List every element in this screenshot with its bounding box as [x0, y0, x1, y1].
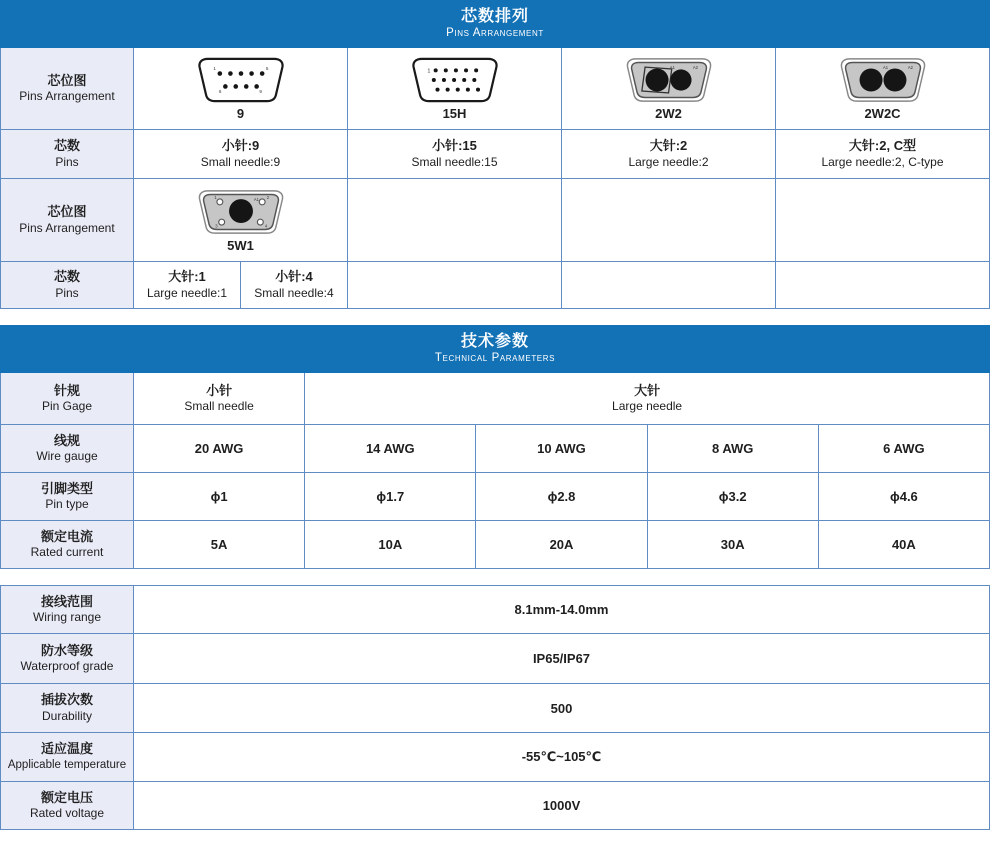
rated-current-value [819, 521, 989, 568]
empty-cell [562, 262, 775, 308]
pin-type-value [305, 473, 475, 520]
value: ϕ2.8 [547, 489, 576, 504]
svg-text:A1: A1 [253, 196, 259, 202]
waterproof-grade-value [134, 634, 989, 683]
value-cn: 小针 [206, 382, 233, 398]
rated-current-value [476, 521, 646, 568]
svg-text:3: 3 [214, 223, 218, 229]
value-en: Small needle [184, 399, 254, 414]
connector-cell-9 [134, 48, 347, 129]
row-label-pins [1, 130, 133, 178]
value: 8.1mm-14.0mm [514, 602, 609, 617]
connector-label: 15H [442, 106, 467, 121]
empty-cell [562, 179, 775, 261]
connector-cell-15h [348, 48, 561, 129]
row-label-cn: 针规 [53, 382, 80, 398]
row-label-cn: 额定电压 [40, 789, 93, 805]
pins-en: Large needle:1 [146, 285, 228, 300]
value: IP65/IP67 [532, 651, 591, 666]
connector-label: 5W1 [227, 237, 254, 253]
pins-arrangement-header [0, 0, 990, 48]
row-label-cn: 防水等级 [40, 642, 93, 658]
row-label-cn: 芯数 [53, 269, 80, 285]
pins-en: Small needle:9 [200, 154, 281, 169]
pins-cn: 小针:4 [275, 269, 313, 285]
row-label-wiring-range [1, 586, 133, 633]
pins-en: Large needle:2 [628, 154, 709, 169]
pins-cn: 大针:2 [649, 138, 688, 154]
section-gap [0, 309, 990, 325]
row-label-cn: 适应温度 [40, 741, 93, 757]
value: -55℃~105℃ [521, 749, 602, 764]
pins-arrangement-table [0, 48, 990, 309]
row-label-applicable-temperature [1, 733, 133, 781]
rated-current-value [648, 521, 818, 568]
section-title-en: Technical Parameters [434, 351, 556, 364]
svg-text:1: 1 [212, 65, 216, 71]
row-label-en: Pins [55, 285, 79, 300]
value: 10A [378, 537, 403, 552]
pins-cn: 小针:9 [221, 138, 260, 154]
svg-text:A1: A1 [669, 64, 675, 70]
pins-cell-15h [348, 130, 561, 178]
applicable-temperature-value [134, 733, 989, 781]
row-label-en: Rated current [30, 545, 104, 560]
value: 20 AWG [194, 441, 244, 456]
value: ϕ3.2 [718, 489, 747, 504]
pins-cell-5w1-small [241, 262, 347, 308]
value: 6 AWG [883, 441, 925, 456]
value: 40A [891, 537, 916, 552]
svg-text:A1: A1 [882, 64, 888, 70]
empty-cell [776, 179, 989, 261]
row-label-en: Pins [55, 154, 79, 169]
pins-en: Small needle:4 [254, 285, 334, 300]
row-label-en: Waterproof grade [20, 659, 114, 674]
wiring-range-value [134, 586, 989, 633]
row-label-en: Applicable temperature [7, 759, 127, 772]
row-label-rated-voltage [1, 782, 133, 829]
technical-parameters-table [0, 373, 990, 569]
row-label-en: Wire gauge [36, 449, 98, 464]
2w2c-connector-figure [837, 56, 929, 104]
value: 500 [550, 700, 573, 716]
row-label-rated-current [1, 521, 133, 568]
connector-cell-2w2c [776, 48, 989, 129]
row-label-en: Pin type [45, 497, 89, 512]
general-specs-table [0, 585, 990, 830]
svg-text:6: 6 [218, 88, 221, 94]
svg-text:5: 5 [265, 65, 268, 71]
svg-text:1: 1 [426, 68, 430, 75]
dsub-15h-connector-figure [409, 56, 501, 104]
2w2-connector-figure [623, 56, 715, 104]
row-label-cn: 芯位图 [47, 72, 87, 88]
section-title-cn: 芯数排列 [460, 8, 529, 26]
svg-text:1: 1 [213, 194, 217, 200]
row-label-cn: 芯位图 [47, 204, 87, 220]
section-title-cn: 技术参数 [460, 333, 529, 351]
pins-cn: 大针:2, C型 [848, 138, 917, 154]
pins-cn: 大针:1 [168, 269, 206, 285]
value: ϕ4.6 [889, 489, 918, 504]
value: 30A [720, 537, 745, 552]
row-label-cn: 线规 [53, 432, 80, 448]
row-label-cn: 芯数 [53, 138, 80, 154]
value-cn: 大针 [634, 382, 661, 398]
row-label-pin-gage [1, 373, 133, 424]
pins-en: Large needle:2, C-type [821, 154, 944, 169]
wire-gauge-value [819, 425, 989, 472]
wire-gauge-value [134, 425, 304, 472]
row-label-pin-type [1, 473, 133, 520]
pin-type-value [648, 473, 818, 520]
value: 1000V [542, 798, 581, 813]
pin-type-value [476, 473, 646, 520]
pin-type-value [134, 473, 304, 520]
empty-cell [776, 262, 989, 308]
value: 10 AWG [537, 441, 586, 456]
row-label-en: Rated voltage [29, 806, 105, 821]
row-label-cn: 引脚类型 [40, 480, 93, 496]
connector-label: 9 [236, 106, 245, 121]
empty-cell [348, 262, 561, 308]
pins-cell-9 [134, 130, 347, 178]
rated-current-value [134, 521, 304, 568]
row-label-en: Durability [41, 708, 92, 723]
section-title-en: Pins Arrangement [446, 26, 544, 39]
row-label-pins-2 [1, 262, 133, 308]
svg-text:9: 9 [258, 88, 262, 94]
technical-parameters-header [0, 325, 990, 373]
row-label-cn: 额定电流 [40, 528, 93, 544]
row-label-cn: 接线范围 [40, 593, 93, 609]
dsub-9-connector-figure [195, 56, 287, 104]
row-label-en: Pin Gage [41, 399, 93, 414]
value: ϕ1.7 [376, 489, 405, 504]
connector-cell-2w2 [562, 48, 775, 129]
row-label-en: Wiring range [32, 610, 102, 625]
pins-cn: 小针:15 [432, 138, 477, 154]
connector-label: 2W2C [864, 106, 901, 121]
svg-text:4: 4 [264, 223, 267, 229]
value: ϕ1 [210, 489, 228, 504]
row-label-waterproof-grade [1, 634, 133, 683]
rated-current-value [305, 521, 475, 568]
connector-cell-5w1 [134, 179, 347, 261]
connector-label: 2W2 [655, 106, 682, 121]
5w1-connector-figure [195, 188, 287, 236]
row-label-en: Pins Arrangement [19, 220, 115, 235]
rated-voltage-value [134, 782, 989, 829]
row-label-durability [1, 684, 133, 732]
durability-value [134, 684, 989, 732]
wire-gauge-value [476, 425, 646, 472]
value: 20A [549, 537, 574, 552]
value: 8 AWG [711, 441, 754, 456]
pin-gage-large-needle [305, 373, 989, 424]
section-gap [0, 569, 990, 585]
svg-text:2: 2 [266, 194, 269, 200]
pin-type-value [819, 473, 989, 520]
pins-cell-5w1-large [134, 262, 240, 308]
value: 14 AWG [365, 441, 415, 456]
svg-text:A2: A2 [907, 64, 913, 70]
pins-cell-2w2 [562, 130, 775, 178]
row-label-wire-gauge [1, 425, 133, 472]
pins-en: Small needle:15 [411, 154, 498, 169]
row-label-pin-map-2 [1, 179, 133, 261]
row-label-pin-map [1, 48, 133, 129]
empty-cell [348, 179, 561, 261]
row-label-en: Pins Arrangement [19, 89, 115, 104]
pins-cell-2w2c [776, 130, 989, 178]
svg-text:A2: A2 [692, 64, 698, 70]
row-label-cn: 插拔次数 [40, 692, 93, 708]
value-en: Large needle [612, 399, 683, 414]
value: 5A [210, 537, 228, 552]
wire-gauge-value [648, 425, 818, 472]
pin-gage-small-needle [134, 373, 304, 424]
wire-gauge-value [305, 425, 475, 472]
